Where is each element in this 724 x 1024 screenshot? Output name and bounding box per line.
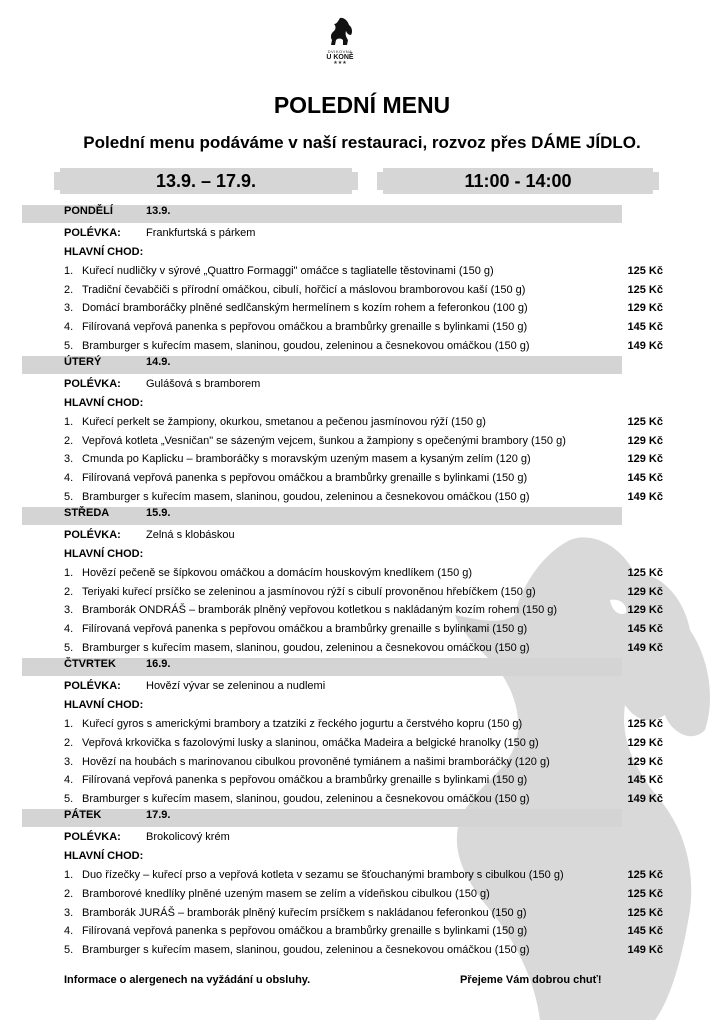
day-header [22, 356, 622, 374]
dish-name: Bramburger s kuřecím masem, slaninou, goudou, zeleninou a česnekovou omáčkou (150 g) [82, 793, 530, 806]
dish-row [0, 337, 724, 355]
page-subtitle: Polední menu podáváme v naší restauraci, rozvoz přes DÁME JÍDLO. [83, 133, 641, 152]
page-title: POLEDNÍ MENU [273, 92, 451, 118]
dish-name: Cmunda po Kaplicku – bramboráčky s moravským uzeným masem a kysaným zelím (120 g) [82, 453, 531, 466]
dish-row [0, 941, 724, 959]
dish-row [0, 413, 724, 431]
dish-number: 4. [64, 774, 74, 787]
dish-name: Duo řízečky – kuřecí prso a vepřová kotleta v sezamu se šťouchanými brambory s cibulkou (150 g) [82, 868, 564, 881]
date-range: 13.9. – 17.9. [155, 170, 257, 191]
dish-row [0, 866, 724, 884]
dish-name: Domácí bramboráčky plněné sedlčanským hermelínem s kozím rohem a feferonkou (100 g) [82, 302, 528, 315]
dish-number: 1. [64, 717, 74, 730]
day-date: 16.9. [146, 658, 171, 671]
soup-row [0, 526, 724, 544]
day-date: 15.9. [146, 507, 171, 520]
dish-price: 145 Kč [627, 925, 663, 938]
dish-number: 3. [64, 604, 74, 617]
dish-number: 4. [64, 321, 74, 334]
horse-logo-icon [325, 16, 355, 46]
dish-price: 129 Kč [627, 736, 663, 749]
dish-row [0, 922, 724, 940]
day-header [22, 507, 622, 525]
main-course-label: HLAVNÍ CHOD: [64, 849, 144, 862]
brand-subline: DVIKOVNA [327, 49, 353, 54]
dish-number: 5. [64, 944, 74, 957]
dish-price: 129 Kč [627, 604, 663, 617]
dish-price: 125 Kč [627, 566, 663, 579]
main-course-row [0, 545, 724, 563]
dish-number: 2. [64, 283, 74, 296]
dish-number: 5. [64, 793, 74, 806]
day-name: ÚTERÝ [64, 356, 102, 369]
dish-number: 4. [64, 623, 74, 636]
dish-name: Bramborák ONDRÁŠ – bramborák plněný vepřovou kotletkou s nakládaným kozím rohem (150 g) [82, 604, 558, 617]
dish-price: 125 Kč [627, 415, 663, 428]
closing-wish: Přejeme Vám dobrou chuť! [460, 974, 602, 986]
dish-number: 5. [64, 340, 74, 353]
soup-label: POLÉVKA: [64, 377, 121, 390]
dish-name: Hovězí pečeně se šípkovou omáčkou a domácím houskovým knedlíkem (150 g) [82, 566, 473, 579]
dish-price: 129 Kč [627, 755, 663, 768]
dish-price: 145 Kč [627, 774, 663, 787]
soup-label: POLÉVKA: [64, 831, 121, 844]
dish-row [0, 564, 724, 582]
dish-number: 2. [64, 736, 74, 749]
dish-name: Filírovaná vepřová panenka s pepřovou omáčkou a brambůrky grenaille s bylinkami (150 g) [82, 321, 528, 334]
dish-name: Vepřová kotleta „Vesničan" se sázeným vejcem, šunkou a žampiony s opečenými brambory (150 g) [82, 434, 566, 447]
dish-number: 2. [64, 585, 74, 598]
soup-row [0, 677, 724, 695]
dish-number: 2. [64, 887, 74, 900]
dish-price: 149 Kč [627, 491, 663, 504]
soup-row [0, 375, 724, 393]
dish-name: Bramburger s kuřecím masem, slaninou, goudou, zeleninou a česnekovou omáčkou (150 g) [82, 944, 530, 957]
main-course-row [0, 847, 724, 865]
dish-name: Filírovaná vepřová panenka s pepřovou omáčkou a brambůrky grenaille s bylinkami (150 g) [82, 623, 528, 636]
dish-price: 125 Kč [627, 717, 663, 730]
day-date: 17.9. [146, 809, 171, 822]
soup-label: POLÉVKA: [64, 680, 121, 692]
day-date: 13.9. [146, 205, 171, 217]
dish-row [0, 432, 724, 450]
dish-price: 129 Kč [627, 453, 663, 466]
dish-price: 149 Kč [627, 793, 663, 806]
allergen-note: Informace o alergenech na vyžádání u obsluhy. [64, 974, 311, 986]
dish-row [0, 885, 724, 903]
dish-number: 1. [64, 415, 74, 428]
soup-label: POLÉVKA: [64, 226, 121, 239]
dish-row [0, 620, 724, 638]
dish-number: 4. [64, 472, 74, 485]
soup-name: Zelná s klobáskou [146, 528, 235, 541]
dish-name: Tradiční čevabčiči s přírodní omáčkou, cibulí, hořčicí a máslovou bramborovou kaší (150 g) [82, 283, 526, 296]
main-course-row [0, 243, 724, 261]
main-course-label: HLAVNÍ CHOD: [64, 698, 144, 711]
dish-price: 149 Kč [627, 642, 663, 655]
dish-row [0, 281, 724, 299]
time-range-banner [383, 168, 653, 194]
dish-name: Kuřecí gyros s americkými brambory a tzatziki z řeckého jogurtu a čerstvého kopru (150 g) [82, 717, 523, 730]
main-course-row [0, 696, 724, 714]
dish-name: Kuřecí perkelt se žampiony, okurkou, smetanou a pečenou jasmínovou rýží (150 g) [82, 415, 486, 428]
dish-name: Bramborák JURÁŠ – bramborák plněný kuřecím prsíčkem s nakládanou feferonkou (150 g) [82, 906, 527, 919]
day-name: STŘEDA [64, 507, 110, 520]
soup-row [0, 828, 724, 846]
dish-number: 3. [64, 906, 74, 919]
day-date: 14.9. [146, 356, 171, 369]
dish-name: Filírovaná vepřová panenka s pepřovou omáčkou a brambůrky grenaille s bylinkami (150 g) [82, 472, 528, 485]
dish-name: Bramburger s kuřecím masem, slaninou, goudou, zeleninou a česnekovou omáčkou (150 g) [82, 642, 530, 655]
dish-price: 145 Kč [627, 623, 663, 636]
brand-name: U KONĚ [326, 54, 354, 61]
soup-row [0, 224, 724, 242]
soup-name: Hovězí vývar se zeleninou a nudlemi [146, 680, 326, 692]
soup-label: POLÉVKA: [64, 528, 121, 541]
restaurant-logo [318, 16, 362, 66]
dish-name: Kuřecí nudličky v sýrové „Quattro Formaggi" omáčce s tagliatelle těstovinami (150 g) [82, 264, 494, 277]
soup-name: Frankfurtská s párkem [146, 226, 256, 239]
dish-number: 1. [64, 868, 74, 881]
dish-number: 3. [64, 453, 74, 466]
dish-price: 145 Kč [627, 321, 663, 334]
dish-row [0, 753, 724, 771]
dish-price: 125 Kč [627, 264, 663, 277]
dish-price: 129 Kč [627, 302, 663, 315]
dish-name: Hovězí na houbách s marinovanou cibulkou provoněné tymiánem a našimi bramboráčky (120 g) [82, 755, 550, 768]
day-header [22, 809, 622, 827]
dish-number: 2. [64, 434, 74, 447]
soup-name: Brokolicový krém [146, 831, 230, 844]
dish-price: 129 Kč [627, 434, 663, 447]
dish-name: Teriyaki kuřecí prsíčko se zeleninou a jasmínovou rýží s cibulí provoněnou hřebíčkem (150 g) [82, 585, 536, 598]
dish-row [0, 262, 724, 280]
dish-name: Bramborové knedlíky plněné uzeným masem se zelím a vídeňskou cibulkou (150 g) [82, 887, 490, 900]
main-course-label: HLAVNÍ CHOD: [64, 547, 144, 560]
day-header [22, 658, 622, 676]
dish-name: Bramburger s kuřecím masem, slaninou, goudou, zeleninou a česnekovou omáčkou (150 g) [82, 491, 530, 504]
day-name: PÁTEK [64, 809, 102, 822]
dish-price: 149 Kč [627, 340, 663, 353]
main-course-label: HLAVNÍ CHOD: [64, 245, 144, 258]
dish-name: Vepřová krkovička s fazolovými lusky a slaninou, omáčka Madeira a belgické hranolky (150 g) [82, 736, 539, 749]
date-range-banner [60, 168, 352, 194]
dish-price: 125 Kč [627, 868, 663, 881]
main-course-row [0, 394, 724, 412]
soup-name: Gulášová s bramborem [146, 377, 261, 390]
dish-number: 3. [64, 755, 74, 768]
dish-row [0, 771, 724, 789]
dish-number: 1. [64, 264, 74, 277]
dish-row [0, 299, 724, 317]
dish-row [0, 583, 724, 601]
dish-number: 4. [64, 925, 74, 938]
dish-row [0, 715, 724, 733]
dish-price: 125 Kč [627, 887, 663, 900]
dish-row [0, 318, 724, 336]
dish-price: 145 Kč [627, 472, 663, 485]
dish-row [0, 904, 724, 922]
dish-price: 125 Kč [627, 283, 663, 296]
dish-row [0, 488, 724, 506]
dish-price: 129 Kč [627, 585, 663, 598]
dish-row [0, 469, 724, 487]
dish-number: 5. [64, 491, 74, 504]
dish-number: 1. [64, 566, 74, 579]
dish-price: 149 Kč [627, 944, 663, 957]
main-course-label: HLAVNÍ CHOD: [64, 396, 144, 409]
dish-number: 5. [64, 642, 74, 655]
dish-price: 125 Kč [627, 906, 663, 919]
dish-name: Filírovaná vepřová panenka s pepřovou omáčkou a brambůrky grenaille s bylinkami (150 g) [82, 774, 528, 787]
day-name: PONDĚLÍ [64, 205, 113, 217]
brand-stars: ★★★ [333, 60, 347, 66]
dish-row [0, 734, 724, 752]
dish-row [0, 601, 724, 619]
day-header [22, 205, 622, 223]
dish-row [0, 450, 724, 468]
dish-name: Bramburger s kuřecím masem, slaninou, goudou, zeleninou a česnekovou omáčkou (150 g) [82, 340, 530, 353]
dish-row [0, 639, 724, 657]
dish-name: Filírovaná vepřová panenka s pepřovou omáčkou a brambůrky grenaille s bylinkami (150 g) [82, 925, 528, 938]
dish-row [0, 790, 724, 808]
time-range: 11:00 - 14:00 [464, 170, 572, 191]
day-name: ČTVRTEK [64, 658, 116, 671]
dish-number: 3. [64, 302, 74, 315]
